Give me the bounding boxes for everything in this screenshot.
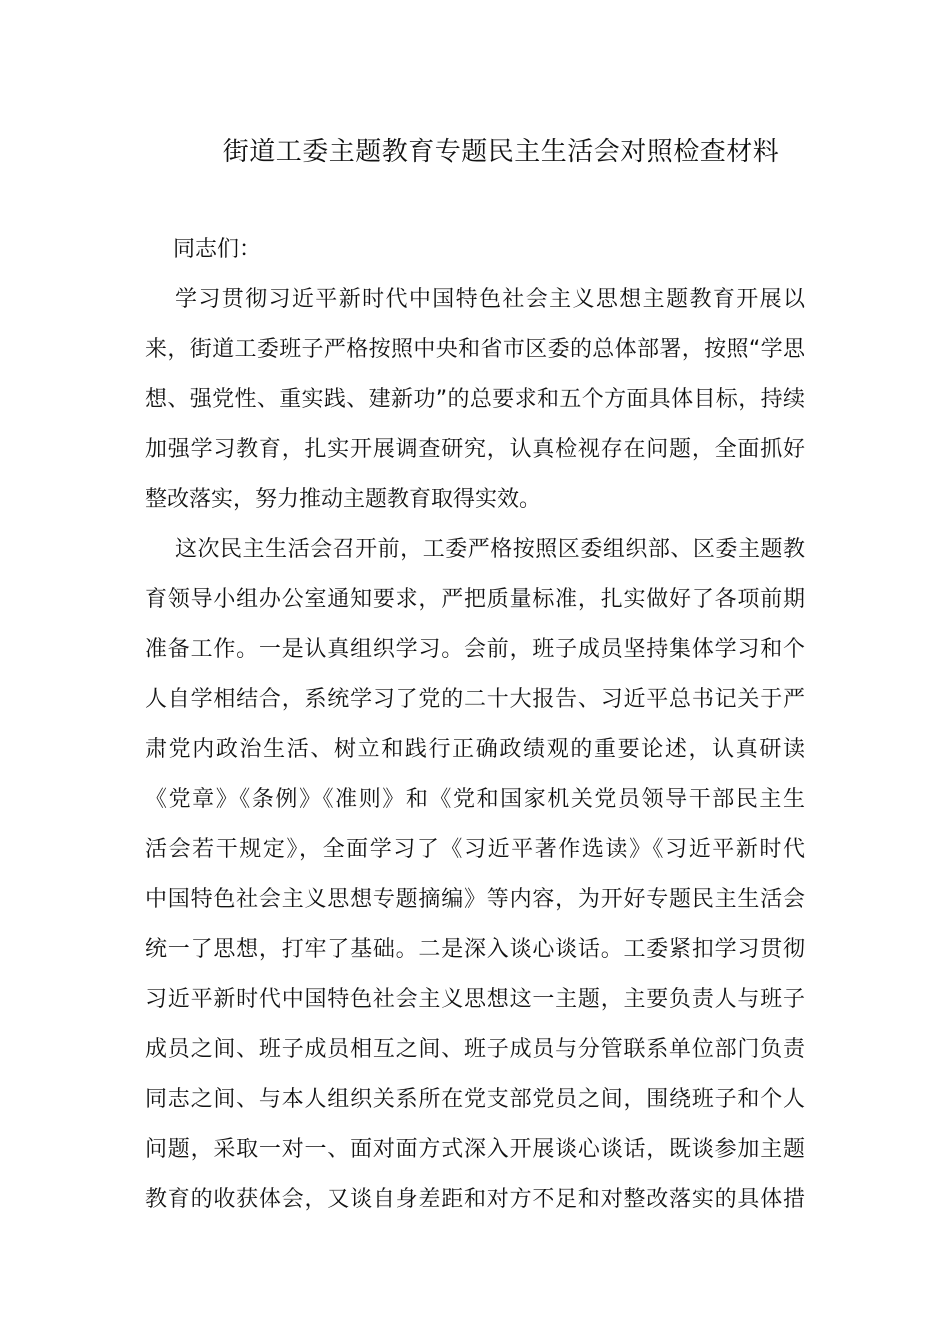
paragraph-line: 准备工作。一是认真组织学习。会前，班子成员坚持集体学习和个 [145,637,805,662]
paragraph-line: 同志之间、与本人组织关系所在党支部党员之间，围绕班子和个人 [145,1087,805,1112]
paragraph-line: 成员之间、班子成员相互之间、班子成员与分管联系单位部门负责 [145,1037,805,1062]
paragraph-line: 问题，采取一对一、面对面方式深入开展谈心谈话，既谈参加主题 [145,1137,805,1162]
paragraph-line: 《党章》《条例》《准则》和《党和国家机关党员领导干部民主生 [145,787,805,812]
paragraph-line: 来，街道工委班子严格按照中央和省市区委的总体部署，按照“学思 [145,337,805,362]
paragraph-line: 学习贯彻习近平新时代中国特色社会主义思想主题教育开展以 [175,287,805,312]
document-title: 街道工委主题教育专题民主生活会对照检查材料 [222,137,780,167]
paragraph-line: 加强学习教育，扎实开展调查研究，认真检视存在问题，全面抓好 [145,437,805,462]
paragraph-line: 习近平新时代中国特色社会主义思想这一主题，主要负责人与班子 [145,987,805,1012]
paragraph-line: 整改落实，努力推动主题教育取得实效。 [145,487,542,512]
salutation: 同志们： [173,237,262,262]
paragraph-line: 活会若干规定》，全面学习了《习近平著作选读》《习近平新时代 [145,837,805,862]
paragraph-line: 中国特色社会主义思想专题摘编》等内容，为开好专题民主生活会 [145,887,805,912]
paragraph-line: 育领导小组办公室通知要求，严把质量标准，扎实做好了各项前期 [145,587,805,612]
paragraph-line: 教育的收获体会，又谈自身差距和对方不足和对整改落实的具体措 [145,1187,805,1212]
paragraph-line: 想、强党性、重实践、建新功”的总要求和五个方面具体目标，持续 [145,387,805,412]
paragraph-2 [145,525,805,1225]
paragraph-line: 人自学相结合，系统学习了党的二十大报告、习近平总书记关于严 [145,687,805,712]
paragraph-1 [145,275,805,525]
paragraph-line: 这次民主生活会召开前，工委严格按照区委组织部、区委主题教 [175,537,805,562]
paragraph-line: 统一了思想，打牢了基础。二是深入谈心谈话。工委紧扣学习贯彻 [145,937,805,962]
paragraph-line: 肃党内政治生活、树立和践行正确政绩观的重要论述，认真研读 [145,737,805,762]
